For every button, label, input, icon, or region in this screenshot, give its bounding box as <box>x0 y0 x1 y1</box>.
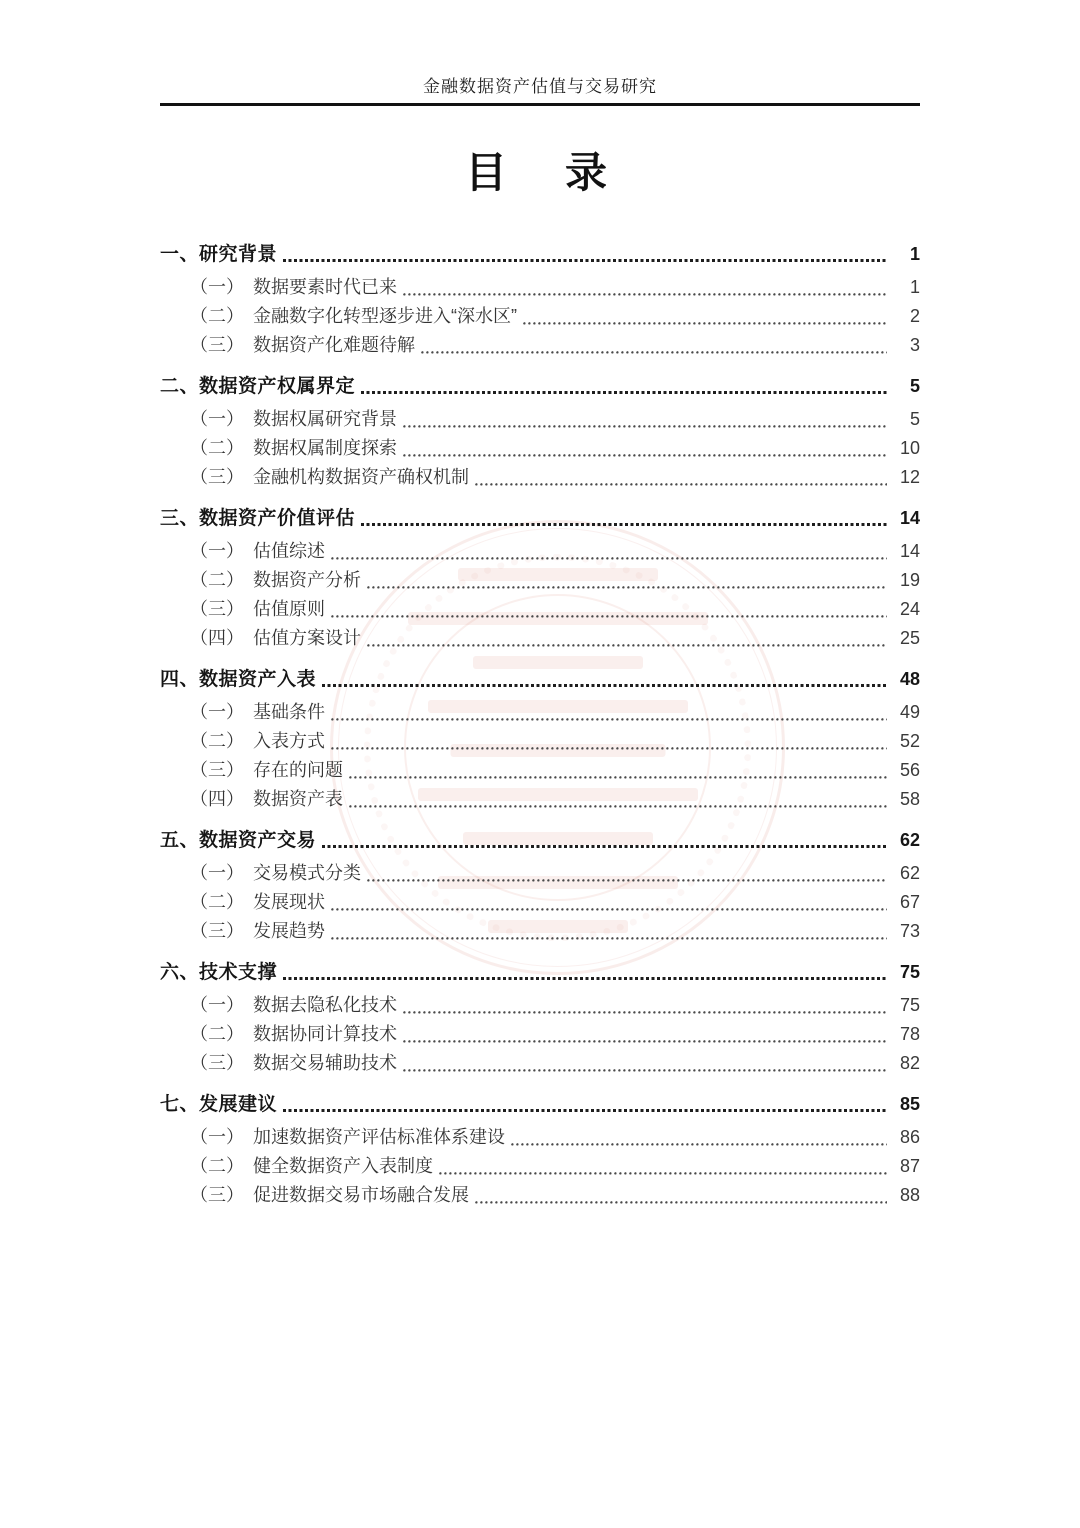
toc-item-page-number: 67 <box>899 892 920 912</box>
toc-item-marker: （二） <box>190 306 244 326</box>
toc-item-page-number: 10 <box>899 438 920 458</box>
toc-item-marker: （三） <box>190 1053 244 1073</box>
toc-item-page-number: 75 <box>899 995 920 1015</box>
toc-item-marker: （一） <box>190 863 244 883</box>
toc-item-row <box>190 537 920 566</box>
toc-section-page-number: 75 <box>899 962 920 982</box>
page-title: 目 录 <box>464 149 615 196</box>
toc-item-row <box>190 888 920 917</box>
dot-leader <box>475 1201 887 1204</box>
toc-item-page-number: 87 <box>899 1156 920 1176</box>
toc-section-title: 研究背景 <box>199 244 278 265</box>
dot-leader <box>367 879 887 882</box>
toc-item-title: 估值原则 <box>253 599 325 619</box>
toc-item-title: 交易模式分类 <box>253 863 361 883</box>
toc-section-title: 数据资产权属界定 <box>199 376 356 397</box>
toc-section-number: 一、 <box>160 244 200 265</box>
toc-item-marker: （一） <box>190 409 244 429</box>
toc-item-page-number: 3 <box>909 335 920 355</box>
dot-leader <box>283 259 887 262</box>
dot-leader <box>403 1040 887 1043</box>
toc-section-label <box>160 1090 277 1119</box>
toc-item-title: 发展趋势 <box>253 921 325 941</box>
toc-item-row <box>190 273 920 302</box>
toc-item-title: 金融机构数据资产确权机制 <box>253 467 469 487</box>
toc-item-marker: （三） <box>190 1185 244 1205</box>
dot-leader <box>322 684 887 687</box>
dot-leader <box>361 523 887 526</box>
toc-item-title: 数据资产化难题待解 <box>253 335 415 355</box>
toc-section-title: 数据资产价值评估 <box>199 508 356 529</box>
dot-leader <box>322 845 887 848</box>
toc-item-row <box>190 859 920 888</box>
toc-item-marker: （四） <box>190 789 244 809</box>
dot-leader <box>421 351 887 354</box>
dot-leader <box>331 557 887 560</box>
toc-item-label <box>190 1020 397 1049</box>
toc-item-page-number: 5 <box>909 409 920 429</box>
toc-section-number: 五、 <box>160 830 200 851</box>
toc-section-row <box>160 958 920 987</box>
dot-leader <box>331 908 887 911</box>
toc-item-marker: （四） <box>190 628 244 648</box>
toc-item-label <box>190 566 361 595</box>
toc-section-row <box>160 665 920 694</box>
toc-item-page-number: 12 <box>899 467 920 487</box>
toc-item-page-number: 52 <box>899 731 920 751</box>
toc-item-label <box>190 698 325 727</box>
toc-item-label <box>190 991 397 1020</box>
toc-item-label <box>190 917 325 946</box>
toc-item-marker: （一） <box>190 541 244 561</box>
toc-section-row <box>160 240 920 269</box>
toc-item-marker: （二） <box>190 731 244 751</box>
toc-item-page-number: 19 <box>899 570 920 590</box>
toc-item-title: 数据要素时代已来 <box>253 277 397 297</box>
dot-leader <box>349 776 887 779</box>
toc-item-label <box>190 624 361 653</box>
toc-item-row <box>190 991 920 1020</box>
toc-item-title: 数据资产表 <box>253 789 343 809</box>
dot-leader <box>403 454 887 457</box>
toc-item-title: 估值方案设计 <box>253 628 361 648</box>
toc-item-title: 入表方式 <box>253 731 325 751</box>
toc-item-title: 金融数字化转型逐步进入“深水区” <box>253 306 517 326</box>
toc-section-title: 技术支撑 <box>199 962 278 983</box>
dot-leader <box>367 644 887 647</box>
toc-item-page-number: 56 <box>899 760 920 780</box>
dot-leader <box>475 483 887 486</box>
toc-item-row <box>190 624 920 653</box>
running-header-title: 金融数据资产估值与交易研究 <box>423 77 657 96</box>
toc-item-label <box>190 434 397 463</box>
toc-section-page-number: 62 <box>899 830 920 850</box>
toc-item-label <box>190 331 415 360</box>
dot-leader <box>349 805 887 808</box>
toc-item-row <box>190 756 920 785</box>
toc-item-marker: （二） <box>190 892 244 912</box>
dot-leader <box>331 937 887 940</box>
toc-item-label <box>190 463 469 492</box>
dot-leader <box>403 1069 887 1072</box>
toc-section-number: 六、 <box>160 962 200 983</box>
toc-item-marker: （二） <box>190 1156 244 1176</box>
dot-leader <box>403 1011 887 1014</box>
toc-section-title: 数据资产入表 <box>199 669 317 690</box>
toc-item-row <box>190 434 920 463</box>
toc-item-label <box>190 756 343 785</box>
toc-item-title: 数据去隐私化技术 <box>253 995 397 1015</box>
dot-leader <box>361 391 887 394</box>
toc-item-label <box>190 1152 433 1181</box>
toc-item-row <box>190 463 920 492</box>
toc-item-label <box>190 727 325 756</box>
toc-item-title: 数据权属研究背景 <box>253 409 397 429</box>
toc-item-title: 存在的问题 <box>253 760 343 780</box>
toc-item-row <box>190 1152 920 1181</box>
toc-item-label <box>190 537 325 566</box>
dot-leader <box>283 1109 887 1112</box>
toc-item-title: 数据资产分析 <box>253 570 361 590</box>
toc-item-page-number: 78 <box>899 1024 920 1044</box>
toc-item-page-number: 86 <box>899 1127 920 1147</box>
toc-item-label <box>190 595 325 624</box>
toc-section-label <box>160 665 316 694</box>
toc-section-number: 四、 <box>160 669 200 690</box>
toc-item-title: 数据权属制度探索 <box>253 438 397 458</box>
toc-item-row <box>190 1020 920 1049</box>
toc-section-row <box>160 372 920 401</box>
dot-leader <box>403 425 887 428</box>
dot-leader <box>403 293 887 296</box>
toc-section-number: 七、 <box>160 1094 200 1115</box>
toc-item-marker: （一） <box>190 702 244 722</box>
toc-item-title: 发展现状 <box>253 892 325 912</box>
toc-section-title: 发展建议 <box>199 1094 278 1115</box>
toc-section-label <box>160 826 316 855</box>
toc-item-marker: （一） <box>190 995 244 1015</box>
toc-item-row <box>190 566 920 595</box>
toc-item-page-number: 1 <box>909 277 920 297</box>
toc-item-row <box>190 727 920 756</box>
toc-item-row <box>190 1049 920 1078</box>
toc-item-row <box>190 698 920 727</box>
toc-item-label <box>190 302 517 331</box>
toc-item-label <box>190 888 325 917</box>
dot-leader <box>367 586 887 589</box>
toc-section-label <box>160 240 277 269</box>
toc-item-page-number: 73 <box>899 921 920 941</box>
toc-item-row <box>190 785 920 814</box>
toc-item-row <box>190 595 920 624</box>
toc-item-marker: （三） <box>190 760 244 780</box>
toc-section-number: 三、 <box>160 508 200 529</box>
toc-item-label <box>190 273 397 302</box>
toc-section-page-number: 48 <box>899 669 920 689</box>
header-divider <box>160 103 920 106</box>
toc-item-marker: （三） <box>190 599 244 619</box>
toc-item-row <box>190 1181 920 1210</box>
toc-item-page-number: 49 <box>899 702 920 722</box>
toc-list <box>160 240 920 1210</box>
toc-item-title: 估值综述 <box>253 541 325 561</box>
toc-item-label <box>190 1123 505 1152</box>
toc-section-row <box>160 504 920 533</box>
toc-item-title: 数据协同计算技术 <box>253 1024 397 1044</box>
toc-section-page-number: 14 <box>899 508 920 528</box>
toc-item-page-number: 88 <box>899 1185 920 1205</box>
page-header <box>160 0 920 106</box>
dot-leader <box>511 1143 887 1146</box>
toc-item-label <box>190 859 361 888</box>
toc-item-row <box>190 302 920 331</box>
toc-item-page-number: 58 <box>899 789 920 809</box>
toc-section-label <box>160 958 277 987</box>
toc-item-marker: （一） <box>190 277 244 297</box>
toc-section-label <box>160 372 355 401</box>
dot-leader <box>331 615 887 618</box>
toc-section-page-number: 85 <box>899 1094 920 1114</box>
toc-item-row <box>190 405 920 434</box>
toc-section-title: 数据资产交易 <box>199 830 317 851</box>
dot-leader <box>523 322 887 325</box>
toc-item-title: 加速数据资产评估标准体系建设 <box>253 1127 505 1147</box>
toc-item-page-number: 82 <box>899 1053 920 1073</box>
toc-item-marker: （三） <box>190 335 244 355</box>
toc-section-row <box>160 826 920 855</box>
toc-item-marker: （一） <box>190 1127 244 1147</box>
toc-item-marker: （二） <box>190 570 244 590</box>
toc-item-marker: （三） <box>190 921 244 941</box>
dot-leader <box>331 747 887 750</box>
toc-section-row <box>160 1090 920 1119</box>
toc-item-title: 促进数据交易市场融合发展 <box>253 1185 469 1205</box>
toc-item-title: 数据交易辅助技术 <box>253 1053 397 1073</box>
toc-item-title: 基础条件 <box>253 702 325 722</box>
toc-item-title: 健全数据资产入表制度 <box>253 1156 433 1176</box>
toc-item-page-number: 14 <box>899 541 920 561</box>
dot-leader <box>439 1172 887 1175</box>
toc-item-label <box>190 1049 397 1078</box>
toc-item-row <box>190 917 920 946</box>
toc-item-label <box>190 405 397 434</box>
toc-item-row <box>190 331 920 360</box>
toc-item-page-number: 62 <box>899 863 920 883</box>
toc-item-row <box>190 1123 920 1152</box>
dot-leader <box>283 977 887 980</box>
toc-section-page-number: 5 <box>909 376 920 396</box>
dot-leader <box>331 718 887 721</box>
toc-item-label <box>190 785 343 814</box>
toc-item-page-number: 25 <box>899 628 920 648</box>
toc-section-page-number: 1 <box>909 244 920 264</box>
toc-item-page-number: 24 <box>899 599 920 619</box>
toc-section-number: 二、 <box>160 376 200 397</box>
toc-item-marker: （三） <box>190 467 244 487</box>
toc-item-label <box>190 1181 469 1210</box>
toc-item-page-number: 2 <box>909 306 920 326</box>
toc-item-marker: （二） <box>190 1024 244 1044</box>
toc-section-label <box>160 504 355 533</box>
toc-item-marker: （二） <box>190 438 244 458</box>
